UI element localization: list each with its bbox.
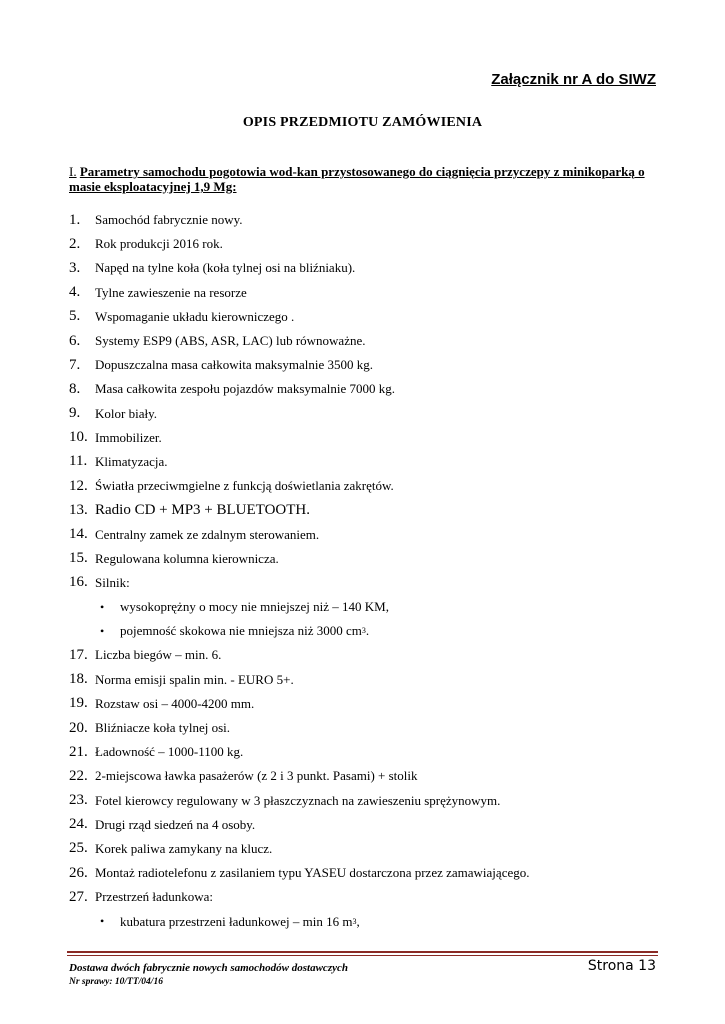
list-item-text: Liczba biegów – min. 6. <box>95 647 222 663</box>
list-item-number: 26. <box>69 864 88 881</box>
list-item <box>69 522 669 546</box>
list-item-number: 27. <box>69 888 88 905</box>
list-item-text: Kolor biały. <box>95 405 157 421</box>
list-item-text: Montaż radiotelefonu z zasilaniem typu YASEU dostarczona przez zamawiającego. <box>95 865 530 881</box>
list-item <box>69 885 669 909</box>
sub-list-item: • kubatura przestrzeni ładunkowej – min 16 m 3 , <box>100 913 360 929</box>
list-item-text: Centralny zamek ze zdalnym sterowaniem. <box>95 526 320 542</box>
trailing-punctuation: , <box>356 913 360 929</box>
list-item <box>69 426 669 450</box>
list-item <box>69 281 669 305</box>
list-item <box>69 547 669 571</box>
list-item <box>69 716 669 740</box>
footer-rule-thin <box>67 955 658 956</box>
list-item-number: 14. <box>69 526 88 543</box>
list-item-number: 21. <box>69 743 88 760</box>
list-item <box>69 571 669 595</box>
bullet-icon: • <box>100 599 105 614</box>
list-item-number: 19. <box>69 695 88 712</box>
list-item <box>69 208 669 232</box>
list-item <box>69 353 669 377</box>
section-text: Parametry samochodu pogotowia wod-kan przystosowanego do ciągnięcia przyczepy z minikoparką o masie eksploatacyjnej 1,9 Mg: <box>69 164 645 194</box>
requirements-list <box>69 208 669 934</box>
list-item <box>69 329 669 353</box>
list-item <box>69 740 669 764</box>
list-item-text: Ładowność – 1000-1100 kg. <box>95 744 244 760</box>
list-item <box>69 789 669 813</box>
list-item-text: Bliźniacze koła tylnej osi. <box>95 720 231 736</box>
list-item <box>69 498 669 522</box>
list-item-text: Przestrzeń ładunkowa: <box>95 889 214 905</box>
list-item-number: 24. <box>69 816 88 833</box>
list-item-text: Norma emisji spalin min. - EURO 5+. <box>95 671 294 687</box>
section-heading <box>69 164 659 194</box>
list-item-number: 15. <box>69 550 88 567</box>
list-item-number: 16. <box>69 574 88 591</box>
page-title: OPIS PRZEDMIOTU ZAMÓWIENIA <box>242 115 483 130</box>
footer-description: Dostawa dwóch fabrycznie nowych samochodów dostawczych <box>69 962 348 974</box>
list-item-number: 11. <box>69 453 88 470</box>
attachment-label: Załącznik nr A do SIWZ <box>491 71 656 88</box>
list-item-number: 1. <box>69 211 81 228</box>
list-item-number: 20. <box>69 719 88 736</box>
list-item-text: Systemy ESP9 (ABS, ASR, LAC) lub równoważne. <box>95 333 366 349</box>
list-item-number: 7. <box>69 356 81 373</box>
list-item-number: 9. <box>69 405 81 422</box>
list-item <box>69 813 669 837</box>
list-item <box>69 474 669 498</box>
list-item-number: 6. <box>69 332 81 349</box>
list-item-number: 2. <box>69 235 81 252</box>
list-item-number: 10. <box>69 429 88 446</box>
list-item-number: 22. <box>69 767 88 784</box>
list-item-text: Światła przeciwmgielne z funkcją doświetlania zakrętów. <box>95 478 394 494</box>
bullet-icon: • <box>100 623 105 638</box>
list-item-number: 23. <box>69 792 88 809</box>
list-item-text: 2-miejscowa ławka pasażerów (z 2 i 3 punkt. Pasami) + stolik <box>95 768 418 784</box>
list-item-text: Masa całkowita zespołu pojazdów maksymalnie 7000 kg. <box>95 381 396 397</box>
list-item <box>69 643 669 667</box>
list-item <box>69 692 669 716</box>
list-item <box>69 232 669 256</box>
list-item <box>69 450 669 474</box>
list-item-text: Immobilizer. <box>95 429 162 445</box>
list-item-text: Klimatyzacja. <box>95 453 168 469</box>
list-item <box>69 861 669 885</box>
sub-list-item-text: wysokoprężny o mocy nie mniejszej niż – 140 KM, <box>120 599 389 615</box>
footer-case-number: Nr sprawy: 10/TT/04/16 <box>69 977 163 987</box>
sub-list-item: • pojemność skokowa nie mniejsza niż 3000 cm 3 . <box>100 623 370 639</box>
list-item-text: Rok produkcji 2016 rok. <box>95 236 223 252</box>
list-item-number: 4. <box>69 284 81 301</box>
list-item-text: Wspomaganie układu kierowniczego . <box>95 308 295 324</box>
list-item-text: Tylne zawieszenie na resorze <box>95 284 247 300</box>
list-item <box>69 305 669 329</box>
list-item-text: Dopuszczalna masa całkowita maksymalnie 3500 kg. <box>95 357 373 373</box>
bullet-icon: • <box>100 914 105 929</box>
sub-list-item <box>69 595 669 619</box>
list-item-number: 8. <box>69 380 81 397</box>
list-item-number: 12. <box>69 477 88 494</box>
section-number: I. <box>69 164 77 179</box>
list-item-text: Regulowana kolumna kierownicza. <box>95 550 279 566</box>
list-item <box>69 256 669 280</box>
trailing-punctuation: . <box>365 623 370 639</box>
list-item-text: Drugi rząd siedzeń na 4 osoby. <box>95 816 256 832</box>
list-item-text: Rozstaw osi – 4000-4200 mm. <box>95 695 255 711</box>
list-item-text: Samochód fabrycznie nowy. <box>95 212 243 228</box>
list-item-text: Fotel kierowcy regulowany w 3 płaszczyznach na zawieszeniu sprężynowym. <box>95 792 501 808</box>
page-number: Strona 13 <box>587 958 656 974</box>
list-item <box>69 837 669 861</box>
list-item-text: Napęd na tylne koła (koła tylnej osi na bliźniaku). <box>95 260 356 276</box>
list-item <box>69 668 669 692</box>
list-item-number: 25. <box>69 840 88 857</box>
list-item <box>69 402 669 426</box>
list-item-number: 17. <box>69 646 88 663</box>
list-item-number: 5. <box>69 308 81 325</box>
footer-rule <box>67 951 658 953</box>
list-item-number: 3. <box>69 259 81 276</box>
list-item <box>69 764 669 788</box>
list-item <box>69 377 669 401</box>
list-item-text: Radio CD + MP3 + BLUETOOTH. <box>95 501 310 518</box>
list-item-number: 13. <box>69 501 88 518</box>
list-item-number: 18. <box>69 671 88 688</box>
list-item-text: Silnik: <box>95 574 130 590</box>
list-item-text: Korek paliwa zamykany na klucz. <box>95 840 273 856</box>
sub-list-item-text: pojemność skokowa nie mniejsza niż 3000 cm <box>120 623 362 639</box>
sub-list-item-text: kubatura przestrzeni ładunkowej – min 16 m <box>120 913 353 929</box>
